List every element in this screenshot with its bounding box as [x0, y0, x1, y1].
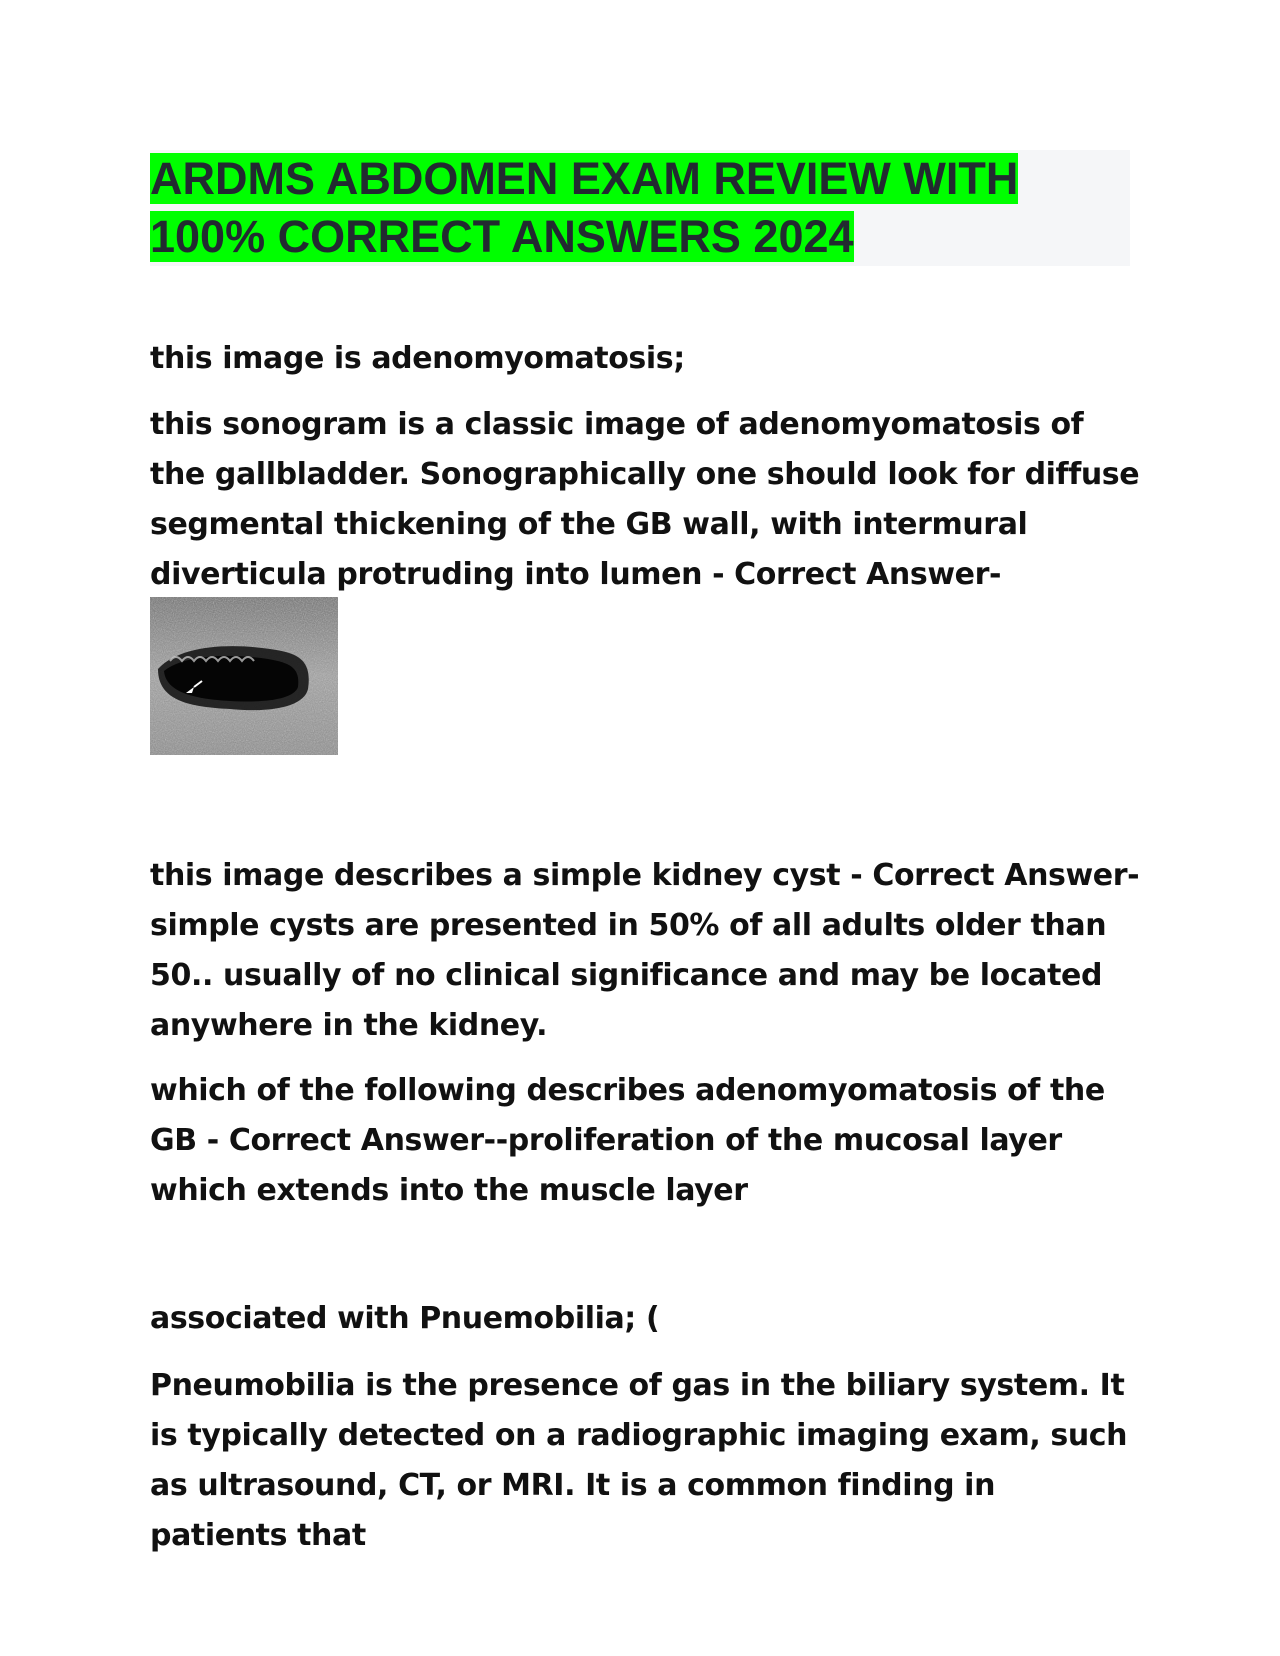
paragraph-kidney-cyst: this image describes a simple kidney cyst - Correct Answer- simple cysts are presented in 50% of all adults older than 50.. usually of no clinical significance and may be located anywhere in the kidney.: [150, 858, 1140, 1043]
paragraph-pneumobilia-label: associated with Pnuemobilia; (: [150, 1301, 660, 1336]
title-line-2: 100% CORRECT ANSWERS 2024: [150, 211, 854, 262]
paragraph-adenomyomatosis-label: this image is adenomyomatosis;: [150, 341, 685, 376]
title-line-1: ARDMS ABDOMEN EXAM REVIEW WITH: [150, 153, 1019, 204]
paragraph-pneumobilia-description: Pneumobilia is the presence of gas in the biliary system. It is typically detected on a radiographic imaging exam, such as ultrasound, CT, or MRI. It is a common finding in patients that: [150, 1368, 1128, 1553]
paragraph-sonogram-description: this sonogram is a classic image of adenomyomatosis of the gallbladder. Sonographically one should look for diffuse segmental thickening of the GB wall, with intermural diverticula protruding into lumen - Correct Answer-: [150, 407, 1140, 592]
paragraph-adenomyomatosis-question: which of the following describes adenomyomatosis of the GB - Correct Answer--proliferation of the mucosal layer which extends into the muscle layer: [150, 1073, 1105, 1208]
document-title: [150, 150, 1130, 266]
title-block: [150, 150, 1130, 266]
sonogram-image: [150, 597, 338, 755]
